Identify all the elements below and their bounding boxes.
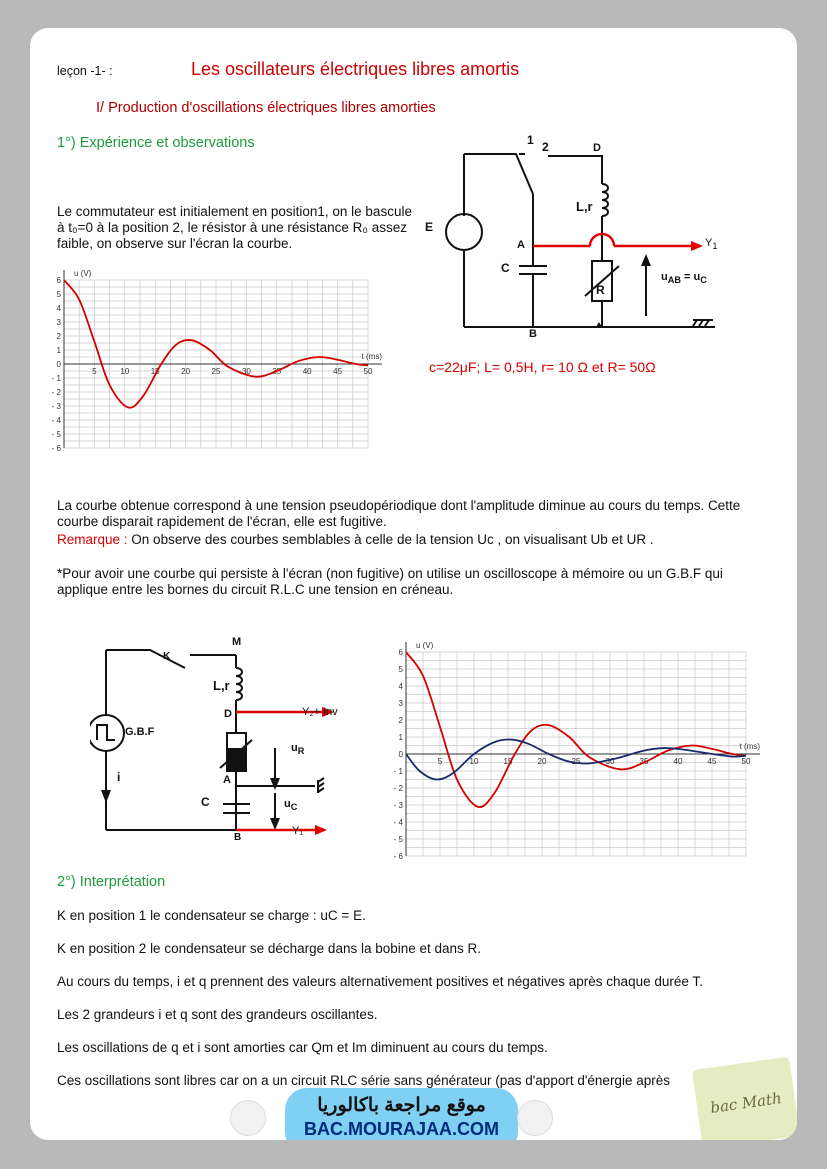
- y-tick-label: 3: [56, 318, 61, 327]
- x-tick-label: 15: [150, 367, 160, 376]
- channel-y2-inv: Y₂+ Inv: [302, 706, 338, 718]
- y-tick-label: 1: [56, 346, 61, 355]
- lesson-number: leçon -1- :: [57, 64, 113, 78]
- circuit-diagram-1: [415, 126, 718, 348]
- site-banner[interactable]: [285, 1088, 518, 1140]
- document-page: [30, 28, 797, 1140]
- y-tick-label: 3: [398, 699, 403, 708]
- y-tick-label: - 4: [393, 818, 403, 827]
- interpretation-line: Ces oscillations sont libres car on a un circuit RLC série sans générateur (pas d'apport d'énergie après: [57, 1073, 670, 1088]
- y-tick-label: - 6: [393, 852, 403, 861]
- x-tick-label: 45: [333, 367, 343, 376]
- y-tick-label: - 2: [393, 784, 403, 793]
- interpretation-line: K en position 2 le condensateur se décharge dans la bobine et dans R.: [57, 941, 482, 956]
- circuit-diagram-2: [90, 628, 360, 848]
- x-tick-label: 15: [503, 757, 513, 766]
- y-tick-label: 0: [56, 360, 61, 369]
- x-tick-label: 20: [181, 367, 191, 376]
- x-tick-label: 20: [537, 757, 547, 766]
- site-logo-left: [230, 1100, 266, 1136]
- interpretation-line: Les 2 grandeurs i et q sont des grandeurs oscillantes.: [57, 1007, 378, 1022]
- y-axis-label: u (V): [74, 269, 92, 278]
- interpretation-line: Au cours du temps, i et q prennent des valeurs alternativement positives et négatives après chaque durée T.: [57, 974, 703, 989]
- site-logo-right: [517, 1100, 553, 1136]
- x-tick-label: 25: [211, 367, 221, 376]
- voltage-ur: $u_R$: [291, 742, 305, 757]
- x-tick-label: 5: [437, 757, 443, 766]
- y-tick-label: 4: [398, 682, 403, 691]
- y-tick-label: 5: [56, 290, 61, 299]
- page-title: Les oscillateurs électriques libres amortis: [191, 59, 520, 79]
- y-tick-label: - 5: [52, 430, 61, 439]
- remark-label: Remarque :: [57, 532, 128, 547]
- y-tick-label: - 2: [52, 388, 61, 397]
- y-tick-label: 5: [398, 665, 403, 674]
- interpretation-line: Les oscillations de q et i sont amorties car Qm et Im diminuent au cours du temps.: [57, 1040, 548, 1055]
- channel-y1-2: Y₁: [292, 825, 304, 837]
- x-tick-label: 50: [363, 367, 373, 376]
- x-tick-label: 40: [673, 757, 683, 766]
- site-name-arabic: موقع مراجعة باكالوريا: [317, 1095, 486, 1116]
- chart-uc-ur: [360, 634, 790, 874]
- x-tick-label: 35: [639, 757, 649, 766]
- y-tick-label: 0: [398, 750, 403, 759]
- interpretation-line: K en position 1 le condensateur se charge : uC = E.: [57, 908, 366, 923]
- y-tick-label: 4: [56, 304, 61, 313]
- y-axis-label: u (V): [416, 641, 434, 650]
- switch-pos-2: 2: [542, 140, 549, 154]
- node-b-2: B: [234, 832, 242, 843]
- chart-damped-oscillation: [52, 262, 382, 457]
- gbf-label: G.B.F: [125, 726, 155, 738]
- remark-text: On observe des courbes semblables à celle de la tension Uc , on visualisant Ub et UR .: [127, 532, 654, 547]
- capacitor-c: C: [501, 261, 510, 275]
- y-tick-label: 6: [398, 648, 403, 657]
- remark: [57, 532, 777, 548]
- source-e: E: [425, 220, 434, 234]
- section1-heading: 1°) Expérience et observations: [57, 135, 255, 151]
- node-a-2: A: [223, 774, 231, 786]
- y-tick-label: 1: [398, 733, 403, 742]
- x-tick-label: 10: [120, 367, 130, 376]
- resistor-r: R: [596, 283, 605, 297]
- voltage-uab: $u_{AB} = u_C$: [661, 271, 707, 286]
- y-tick-label: - 1: [52, 374, 61, 383]
- x-tick-label: 30: [241, 367, 251, 376]
- voltage-uc: $u_C$: [284, 798, 298, 813]
- y-tick-label: 2: [56, 332, 61, 341]
- x-axis-label: t (ms): [739, 742, 760, 751]
- x-tick-label: 30: [605, 757, 615, 766]
- x-tick-label: 5: [92, 367, 97, 376]
- y-tick-label: - 1: [393, 767, 403, 776]
- site-url[interactable]: BAC.MOURAJAA.COM: [304, 1119, 499, 1139]
- switch-pos-1: 1: [527, 133, 534, 147]
- x-axis-label: t (ms): [361, 352, 382, 361]
- y-tick-label: - 3: [52, 402, 61, 411]
- observation-text: La courbe obtenue correspond à une tension pseudopériodique dont l'amplitude diminue au cours du temps. Cette courbe disparait rapidement de l'écran, elle est fugitive.: [57, 498, 741, 529]
- y-tick-label: - 3: [393, 801, 403, 810]
- x-tick-label: 40: [302, 367, 312, 376]
- y-tick-label: 2: [398, 716, 403, 725]
- current-i: i: [117, 770, 121, 784]
- node-d-2: D: [224, 708, 232, 720]
- switch-k: K: [163, 651, 171, 662]
- node-a: A: [517, 239, 525, 251]
- x-tick-label: 25: [571, 757, 581, 766]
- x-tick-label: 50: [741, 757, 751, 766]
- section-title: I/ Production d'oscillations électriques libres amorties: [96, 100, 436, 116]
- channel-y1: $Y_1$: [705, 237, 718, 252]
- coil-label: L,r: [576, 199, 593, 214]
- capacitor-c-2: C: [201, 795, 210, 809]
- y-tick-label: - 5: [393, 835, 403, 844]
- y-tick-label: - 4: [52, 416, 61, 425]
- y-tick-label: 6: [56, 276, 61, 285]
- x-tick-label: 10: [469, 757, 479, 766]
- coil-label-2: L,r: [213, 678, 230, 693]
- x-tick-label: 45: [707, 757, 717, 766]
- node-d: D: [593, 142, 601, 154]
- section1-intro: Le commutateur est initialement en position1, on le bascule à t₀=0 à la position 2, le résistor à une résistance R₀ assez faible, on observe sur l'écran la courbe.: [57, 204, 412, 251]
- circuit-parameters: c=22μF; L= 0,5H, r= 10 Ω et R= 50Ω: [429, 359, 656, 375]
- memory-oscilloscope-note: *Pour avoir une courbe qui persiste à l'écran (non fugitive) on utilise un oscilloscope à mémoire ou un G.B.F qui applique entre les bornes du circuit R.L.C une tension en créneau.: [57, 566, 723, 597]
- node-m: M: [232, 636, 242, 648]
- node-b: B: [529, 328, 537, 340]
- section2-heading: 2°) Interprétation: [57, 874, 166, 890]
- bac-math-badge: bac Math: [692, 1057, 797, 1140]
- x-tick-label: 35: [272, 367, 282, 376]
- y-tick-label: - 6: [52, 444, 61, 453]
